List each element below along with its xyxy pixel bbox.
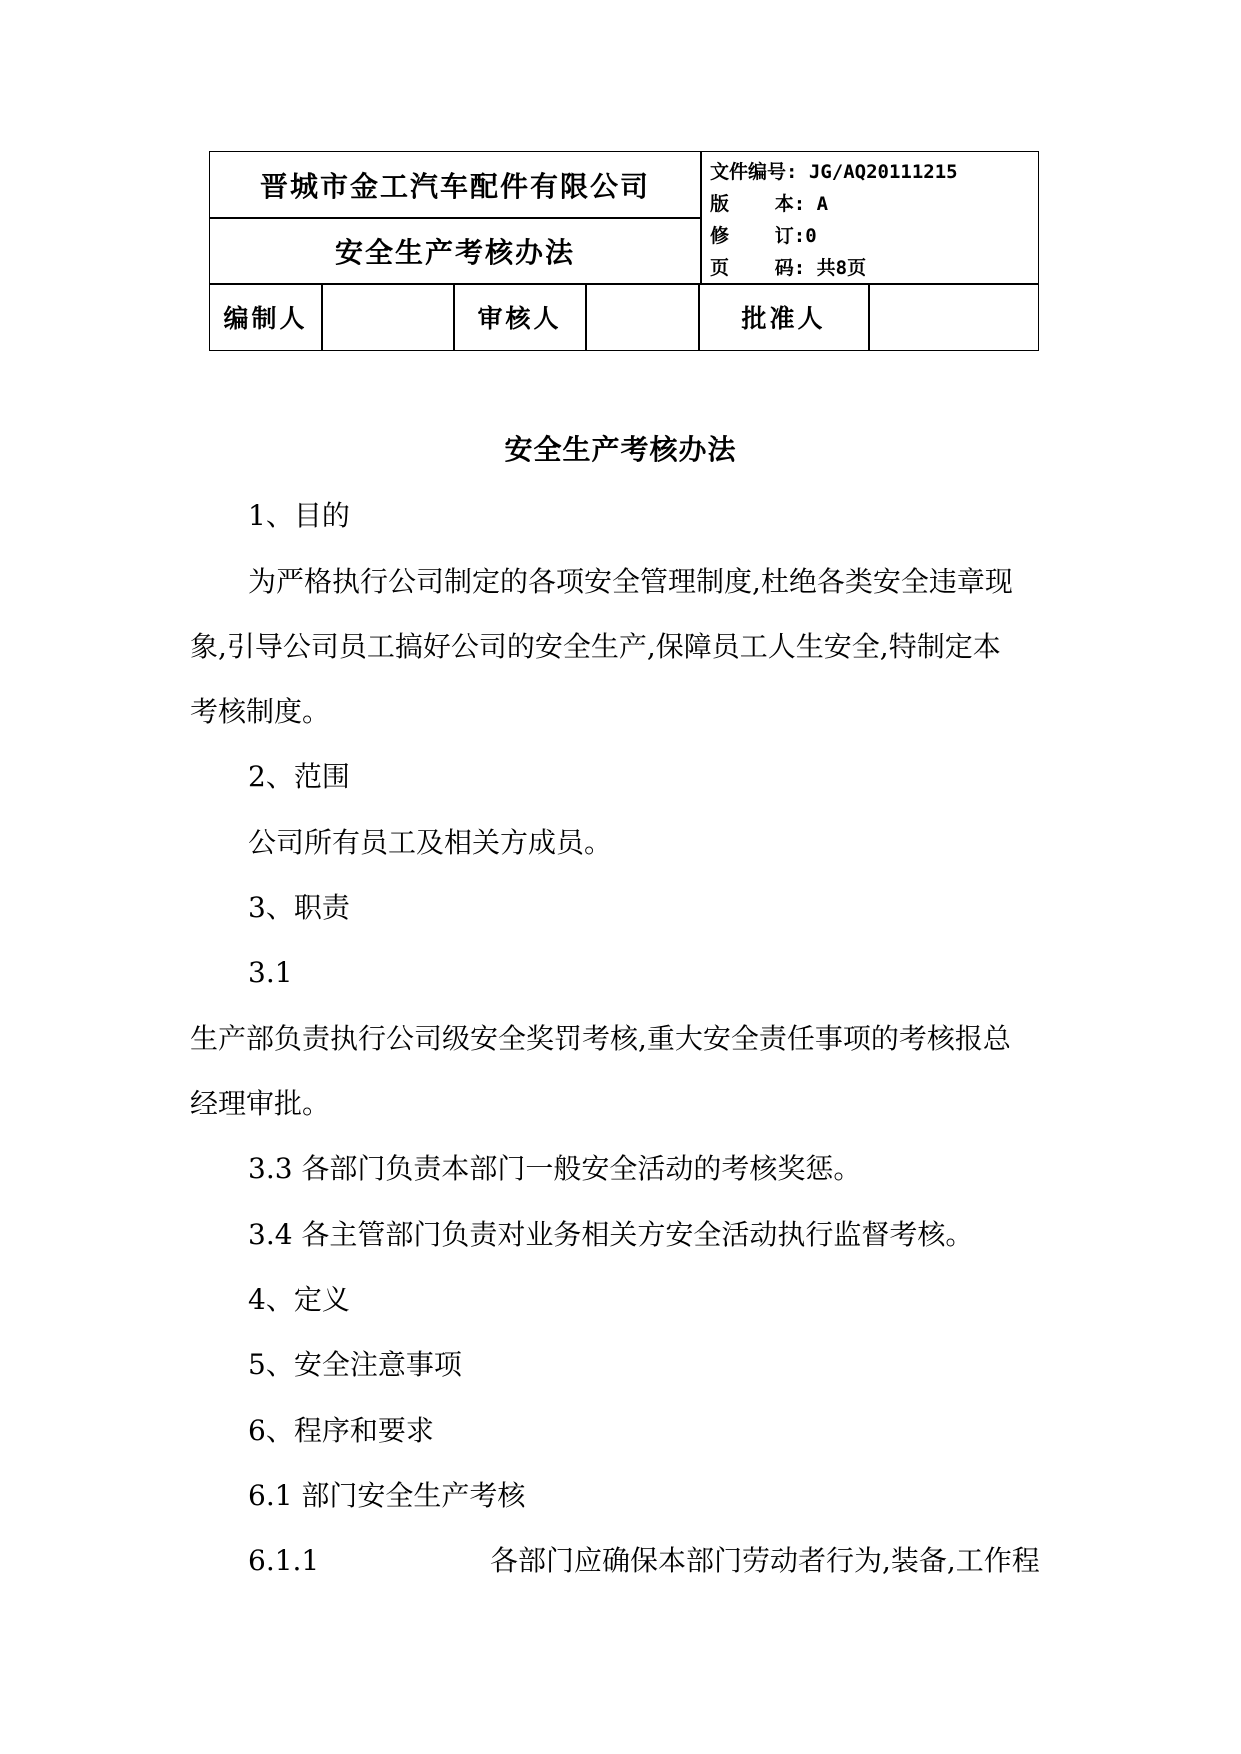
meta-revision: 修 订:0 xyxy=(710,225,817,247)
meta-file-number: 文件编号: JG/AQ20111215 xyxy=(710,161,958,183)
section-heading: 2、范围 xyxy=(248,760,350,793)
paragraph-line: 生产部负责执行公司级安全奖罚考核,重大安全责任事项的考核报总 xyxy=(190,1022,1011,1055)
paragraph-line: 为严格执行公司制定的各项安全管理制度,杜绝各类安全违章现 xyxy=(248,565,1013,598)
approver-label: 批准人 xyxy=(741,304,826,333)
paragraph-line: 公司所有员工及相关方成员。 xyxy=(248,826,613,859)
paragraph-line: 经理审批。 xyxy=(190,1087,331,1120)
subsection-number: 6.1.1 xyxy=(248,1544,320,1577)
paragraph-line: 3.3 各部门负责本部门一般安全活动的考核奖惩。 xyxy=(248,1152,862,1185)
compiler-label: 编制人 xyxy=(223,304,308,333)
paragraph-line: 3.4 各主管部门负责对业务相关方安全活动执行监督考核。 xyxy=(248,1218,974,1251)
reviewer-value xyxy=(586,284,698,350)
document-header-table xyxy=(209,151,1039,351)
meta-version: 版 本: A xyxy=(710,193,829,215)
document-meta xyxy=(710,156,1035,284)
company-name: 晋城市金工汽车配件有限公司 xyxy=(259,170,650,203)
header-document-title: 安全生产考核办法 xyxy=(334,236,575,269)
section-heading: 6、程序和要求 xyxy=(248,1414,434,1447)
paragraph-line: 各部门应确保本部门劳动者行为,装备,工作程 xyxy=(490,1544,1040,1577)
reviewer-label: 审核人 xyxy=(477,304,562,333)
section-heading: 5、安全注意事项 xyxy=(248,1348,462,1381)
divider xyxy=(700,152,702,283)
subsection-number: 3.1 xyxy=(248,956,293,989)
paragraph-line: 象,引导公司员工搞好公司的安全生产,保障员工人生安全,特制定本 xyxy=(190,630,1001,663)
approver-value xyxy=(869,284,1038,350)
meta-pages: 页 码: 共8页 xyxy=(710,257,867,279)
section-heading: 4、定义 xyxy=(248,1283,350,1316)
subsection-heading: 6.1 部门安全生产考核 xyxy=(248,1479,526,1512)
compiler-value xyxy=(322,284,453,350)
paragraph-line: 考核制度。 xyxy=(190,695,331,728)
page-title: 安全生产考核办法 xyxy=(504,433,737,466)
section-heading: 1、目的 xyxy=(248,499,350,532)
section-heading: 3、职责 xyxy=(248,891,350,924)
